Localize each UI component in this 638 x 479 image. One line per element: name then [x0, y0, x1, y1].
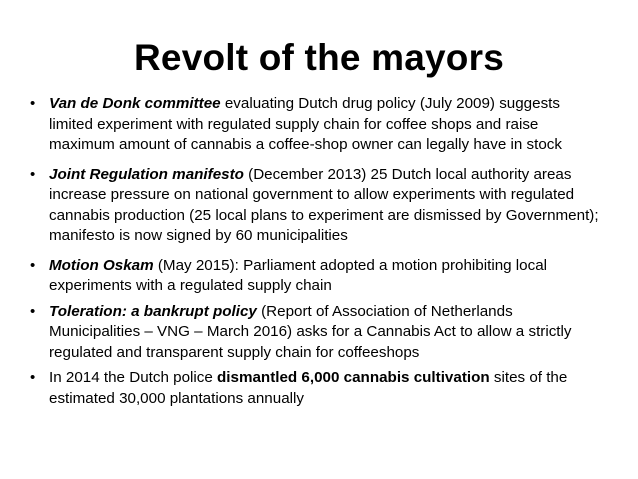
- bullet-body-text: evaluating Dutch drug policy (July 2009) suggests limited experiment with regulated supply chain for coffee shops and raise maximum amount of cannabis a coffee-shop owner can legally have in stock: [49, 95, 562, 153]
- bullet-body-text: (May 2015): Parliament adopted a motion prohibiting local experiments with a regulated supply chain: [49, 256, 548, 294]
- bullet-body-text: In 2014 the Dutch police: [49, 369, 218, 386]
- bullet-body-text: sites of the estimated 30,000 plantations annually: [49, 369, 568, 407]
- bullet-item: [28, 256, 608, 297]
- bullet-body-text: (Report of Association of Netherlands Municipalities – VNG – March 2016) asks for a Cannabis Act to allow a strictly regulated and transparent supply chain for coffeeshops: [49, 302, 572, 361]
- bullet-item: [28, 368, 608, 409]
- bullet-item: [28, 94, 608, 156]
- bullet-marker: •: [30, 302, 36, 320]
- bullet-marker: •: [30, 165, 36, 183]
- bullet-list: [28, 94, 608, 409]
- bullet-lead-text: Van de Donk committee: [49, 95, 221, 112]
- bullet-marker: •: [30, 95, 36, 112]
- bullet-marker: •: [30, 256, 36, 274]
- bullet-marker: •: [30, 369, 36, 386]
- slide-title: Revolt of the mayors: [134, 37, 504, 78]
- bullet-body-text: (December 2013) 25 Dutch local authority areas increase pressure on national government to allow experiments with regulated cannabis production (25 local plans to experiment are dismissed by Government); manifesto is now signed by 60 municipalities: [49, 165, 599, 244]
- bullet-lead-text: Toleration: a bankrupt policy: [49, 302, 257, 320]
- bullet-lead-text: Joint Regulation manifesto: [49, 165, 244, 183]
- bullet-bold-text: dismantled 6,000 cannabis cultivation: [217, 369, 490, 386]
- bullet-lead-text: Motion Oskam: [49, 256, 154, 274]
- bullet-item: [28, 165, 608, 247]
- bullet-item: [28, 302, 608, 364]
